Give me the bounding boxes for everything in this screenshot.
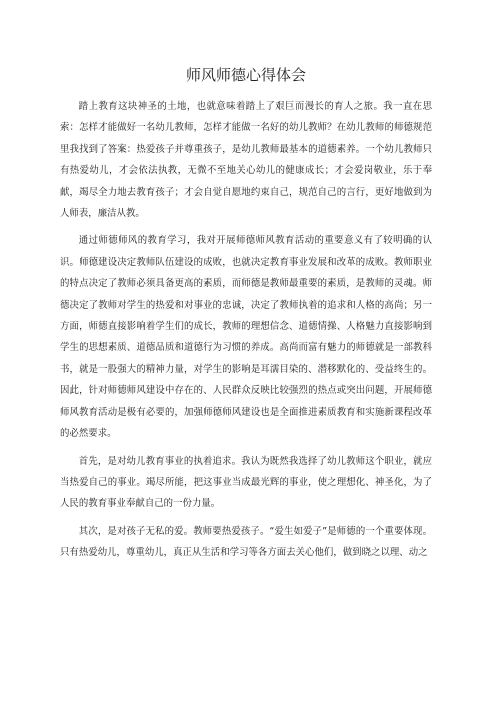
paragraph-3: 首先，是对幼儿教育事业的执着追求。我认为既然我选择了幼儿教师这个职业，就应当热爱自己的事业。竭尽所能，把这事业当成最光辉的事业，使之理想化、神圣化，为了人民的教育事业奉献自己的一份力量。: [60, 455, 432, 510]
paragraph-1: 踏上教育这块神圣的土地，也就意味着踏上了艰巨而漫长的育人之旅。我一直在思索：怎样才能做好一名幼儿教师，怎样才能做一名好的幼儿教师？在幼儿教师的师德规范里我找到了答案：热爱孩子并尊重孩子，是幼儿教师最基本的道德素养。一个幼儿教师只有热爱幼儿，才会依法执教，无微不至地关心幼儿的健康成长；才会爱岗敬业，乐于奉献，竭尽全力地去教育孩子；才会自觉自愿地约束自己，规范自己的言行，更好地做到为人师表，廉洁从教。: [60, 101, 432, 220]
document-page: [60, 66, 432, 570]
paragraph-2: 通过师德师风的教育学习，我对开展师德师风教育活动的重要意义有了较明确的认识。师德建设决定教师队伍建设的成败，也就决定教育事业发展和改革的成败。教师职业的特点决定了教师必须具备更高的素质，而师德是教师最重要的素质，是教师的灵魂。师德决定了教师对学生的热爱和对事业的忠诚，决定了教师执着的追求和人格的高尚；另一方面，师德直接影响着学生们的成长，教师的理想信念、道德情操、人格魅力直接影响到学生的思想素质、道德品质和道德行为习惯的养成。高尚而富有魅力的师德就是一部教科书，就是一股强大的精神力量，对学生的影响是耳濡目染的、潜移默化的、受益终生的。因此，针对师德师风建设中存在的、人民群众反映比较强烈的热点或突出问题，开展师德师风教育活动是极有必要的，加强师德师风建设也是全面推进素质教育和实施新课程改革的必然要求。: [60, 235, 432, 440]
paragraph-4: 其次，是对孩子无私的爱。教师要热爱孩子。“爱生如爱子”是师德的一个重要体现。只有热爱幼儿，尊重幼儿，真正从生活和学习等各方面去关心他们，做到晓之以理、动之: [60, 525, 432, 559]
document-title: 师风师德心得体会: [185, 66, 306, 84]
